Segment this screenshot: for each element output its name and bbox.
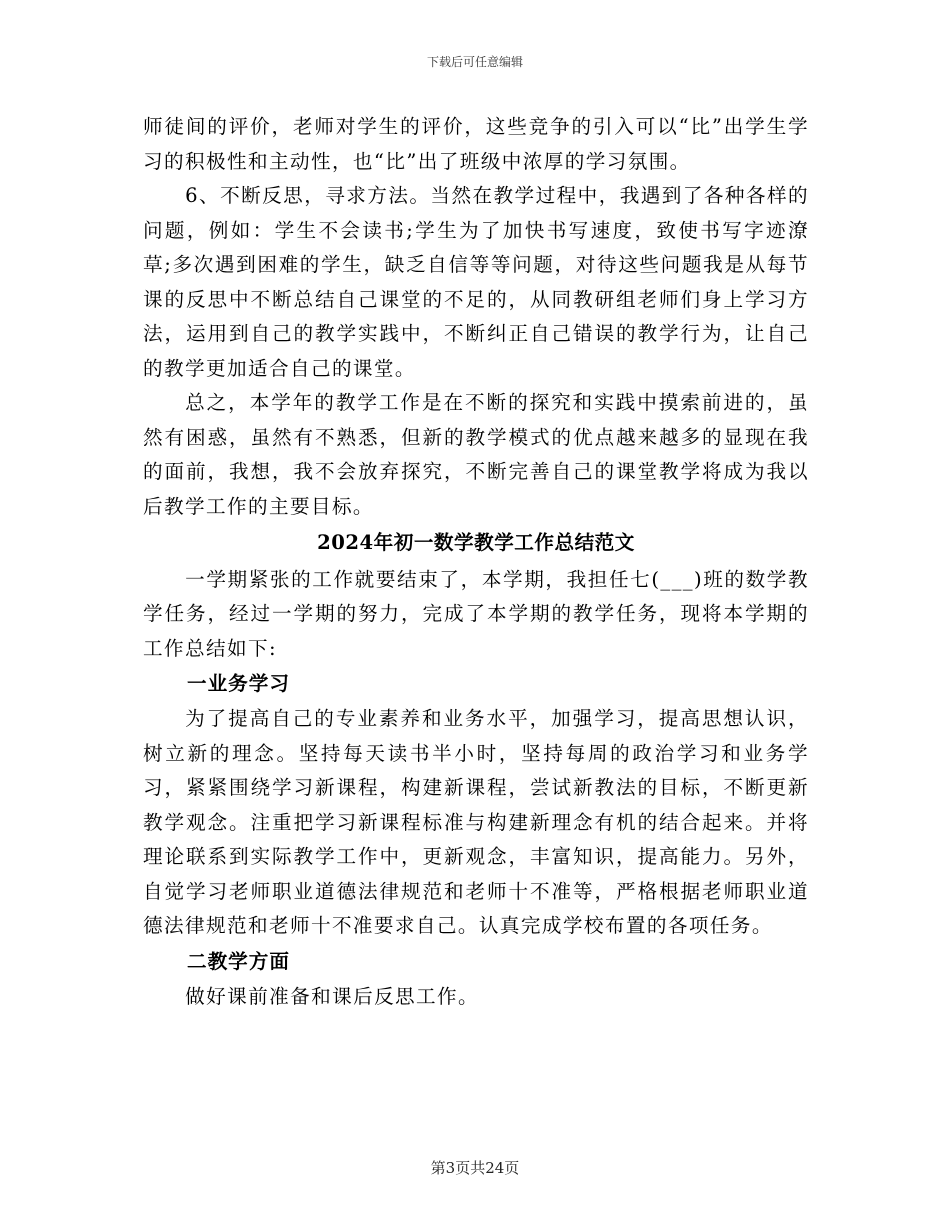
paragraph-business-study: 为了提高自己的专业素养和业务水平，加强学习，提高思想认识，树立新的理念。坚持每天读书半小时，坚持每周的政治学习和业务学习，紧紧围绕学习新课程，构建新课程，尝试新教法的目标，不断更新教学观念。注重把学习新课程标准与构建新理念有机的结合起来。并将理论联系到实际教学工作中，更新观念，丰富知识，提高能力。另外，自觉学习老师职业道德法律规范和老师十不准等，严格根据老师职业道德法律规范和老师十不准要求自己。认真完成学校布置的各项任务。 [143, 707, 809, 937]
paragraph-teaching: 做好课前准备和课后反思工作。 [185, 984, 480, 1008]
paragraph-conclusion: 总之，本学年的教学工作是在不断的探究和实践中摸索前进的，虽然有困惑，虽然有不熟悉，但新的教学模式的优点越来越多的显现在我的面前，我想，我不会放弃探究，不断完善自己的课堂教学将成为我以后教学工作的主要目标。 [143, 391, 809, 518]
page-number: 第3页共24页 [430, 1159, 520, 1177]
document-body [143, 110, 809, 1014]
heading-business-study: 一业务学习 [187, 672, 290, 695]
paragraph-continued: 师徒间的评价，老师对学生的评价，这些竞争的引入可以“比”出学生学习的积极性和主动性，也“比”出了班级中浓厚的学习氛围。 [143, 115, 809, 173]
heading-teaching: 二教学方面 [187, 949, 290, 973]
paragraph-intro: 一学期紧张的工作就要结束了，本学期，我担任七(___)班的数学教学任务，经过一学期的努力，完成了本学期的教学任务，现将本学期的工作总结如下: [143, 567, 809, 660]
page-header-note: 下载后可任意编辑 [426, 55, 523, 69]
paragraph-reflection: 6、不断反思，寻求方法。当然在教学过程中，我遇到了各种各样的问题，例如：学生不会读书;学生为了加快书写速度，致使书写字迹潦草;多次遇到困难的学生，缺乏自信等等问题，对待这些问题我是从每节课的反思中不断总结自己课堂的不足的，从同教研组老师们身上学习方法，运用到自己的教学实践中，不断纠正自己错误的教学行为，让自己的教学更加适合自己的课堂。 [143, 184, 809, 380]
section-title: 2024年初一数学教学工作总结范文 [317, 531, 635, 554]
